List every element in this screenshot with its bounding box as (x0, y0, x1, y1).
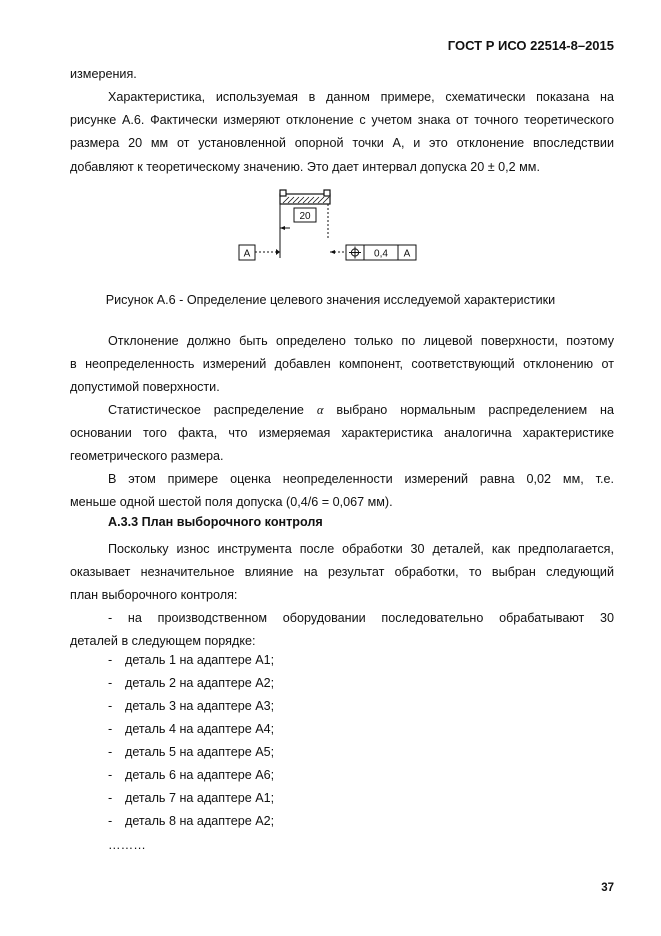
text-line: Отклонение должно быть определено только по лицевой поверхности, поэтому (108, 334, 614, 348)
text-line: Характеристика, используемая в данном примере, схематически показана на (108, 90, 614, 104)
list-item (108, 745, 274, 759)
list-item (108, 814, 274, 828)
figure-caption: Рисунок А.6 - Определение целевого значения исследуемой характеристики (105, 293, 556, 307)
text-line: рисунке А.6. Фактически измеряют отклонение с учетом знака от точного теоретического (70, 113, 614, 128)
list-dash: - (108, 699, 113, 713)
text-line: Поскольку износ инструмента после обработки 30 деталей, как предполагается, (108, 542, 614, 556)
text-line: деталей в следующем порядке: (70, 634, 256, 649)
document-header: ГОСТ Р ИСО 22514-8–2015 (447, 38, 614, 53)
alpha-symbol: α (316, 403, 324, 417)
text-line (70, 399, 614, 422)
list-item (108, 676, 274, 690)
text-fragment: выбрано нормальным распределением на (336, 403, 615, 417)
text-line: В этом примере оценка неопределенности измерений равна 0,02 мм, т.е. (108, 472, 614, 486)
basic-dimension-value: 20 (299, 211, 311, 222)
text-line: основании того факта, что измеряемая характеристика аналогична характеристике (70, 426, 614, 441)
list-dash: - (108, 722, 113, 736)
list-item (108, 653, 274, 667)
text-line: - на производственном оборудовании последовательно обрабатывают 30 (108, 611, 614, 625)
tolerance-value: 0,4 (374, 248, 388, 260)
paragraph-continuation (70, 63, 614, 86)
part-hatching (283, 197, 329, 203)
tolerance-datum: A (403, 248, 411, 260)
paragraph-deviation (70, 330, 614, 400)
part-right-lug (324, 190, 330, 196)
text-line: меньше одной шестой поля допуска (0,4/6 = 0,067 мм). (70, 495, 393, 510)
list-item-text: деталь 7 на адаптере А1; (125, 791, 275, 805)
paragraph-uncertainty (70, 468, 614, 514)
list-dash: - (108, 676, 113, 690)
section-heading: А.3.3 План выборочного контроля (108, 515, 323, 529)
list-item (108, 791, 274, 805)
list-item (108, 722, 274, 736)
list-item-text: деталь 8 на адаптере А2; (125, 814, 275, 828)
list-item-text: деталь 5 на адаптере А5; (125, 745, 275, 759)
paragraph-distribution (70, 399, 614, 469)
text-line: оказывает незначительное влияние на результат обработки, то выбран следующий (70, 565, 614, 580)
list-item (108, 768, 274, 782)
list-dash: - (108, 653, 113, 667)
datum-triangle (276, 249, 280, 255)
paragraph-characteristic (70, 86, 614, 179)
list-dash: - (108, 745, 113, 759)
datum-letter: A (243, 248, 251, 260)
part-left-lug (280, 190, 286, 196)
list-item-text: деталь 3 на адаптере А3; (125, 699, 275, 713)
text-line: допустимой поверхности. (70, 380, 220, 395)
list-dash: - (108, 791, 113, 805)
list-item-text: деталь 6 на адаптере А6; (125, 768, 275, 782)
list-item-text: деталь 2 на адаптере А2; (125, 676, 275, 690)
paragraph-production-order (70, 607, 614, 653)
list-dash: - (108, 814, 113, 828)
text-line: измерения. (70, 67, 137, 81)
text-line: план выборочного контроля: (70, 588, 238, 603)
text-line: добавляют к теоретическому значению. Это дает интервал допуска 20 ± 0,2 мм. (70, 159, 540, 174)
text-line: в неопределенность измерений добавлен компонент, соответствующий отклонению от (70, 357, 614, 372)
list-item-text: деталь 1 на адаптере А1; (125, 653, 275, 667)
text-fragment: Статистическое распределение (108, 403, 304, 417)
text-line: геометрического размера. (70, 449, 224, 464)
list-dash: - (108, 768, 113, 782)
figure-a6-drawing (234, 188, 424, 268)
fcf-arrow (330, 250, 335, 254)
page-number: 37 (601, 882, 614, 894)
paragraph-sampling-plan (70, 538, 614, 608)
list-item-text: деталь 4 на адаптере А4; (125, 722, 275, 736)
list-ellipsis: ……… (108, 838, 146, 852)
dimension-arrow (280, 226, 285, 230)
list-item (108, 699, 274, 713)
text-line: размера 20 мм от установленной опорной точки А, и это отклонение впоследствии (70, 136, 614, 151)
